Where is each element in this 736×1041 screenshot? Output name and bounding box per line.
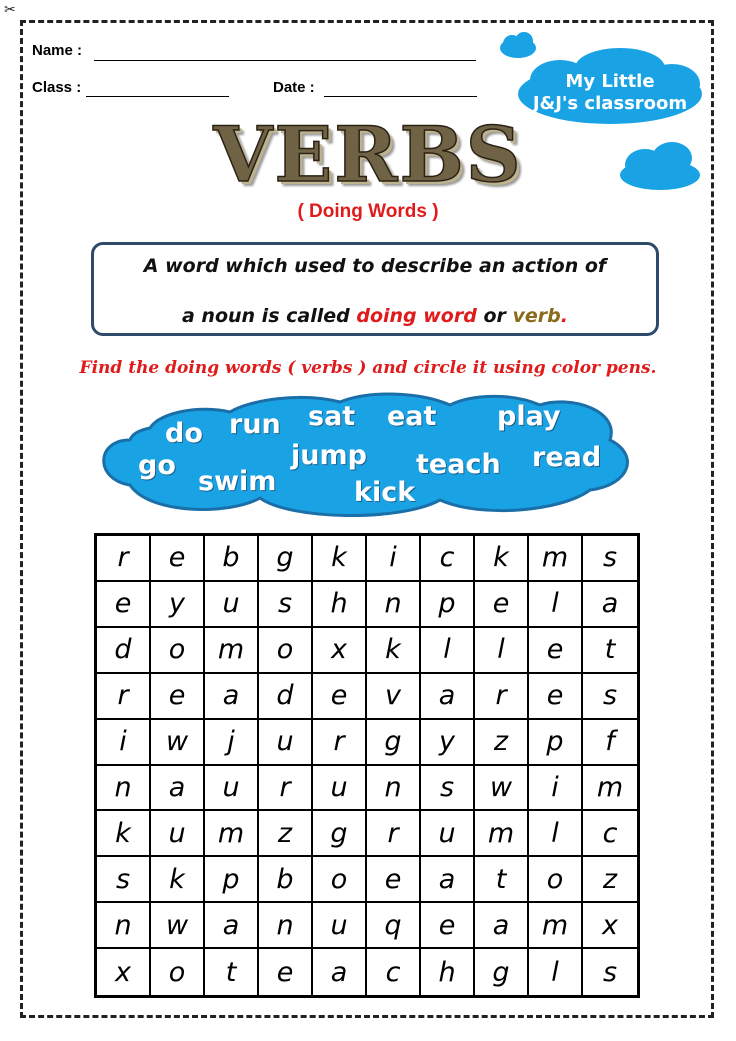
grid-cell[interactable]: l [529, 582, 583, 628]
grid-cell[interactable]: u [421, 811, 475, 857]
page-title: VERBS [213, 110, 523, 199]
definition-line-1: A word which used to describe an action of [143, 255, 607, 277]
word-play: play [497, 401, 561, 432]
word-jump: jump [291, 440, 367, 471]
word-teach: teach [416, 449, 501, 480]
grid-cell[interactable]: w [151, 903, 205, 949]
grid-cell[interactable]: k [475, 536, 529, 582]
name-label: Name : [32, 42, 83, 59]
grid-cell[interactable]: a [583, 582, 637, 628]
grid-cell[interactable]: n [97, 903, 151, 949]
grid-cell[interactable]: z [259, 811, 313, 857]
grid-cell[interactable]: x [313, 628, 367, 674]
grid-cell[interactable]: i [529, 766, 583, 812]
grid-cell[interactable]: s [602, 956, 618, 988]
grid-cell[interactable]: a [151, 766, 205, 812]
grid-cell[interactable]: c [583, 811, 637, 857]
grid-cell[interactable]: k [151, 857, 205, 903]
grid-cell[interactable]: t [475, 857, 529, 903]
grid-cell[interactable]: j [205, 720, 259, 766]
grid-cell[interactable]: e [313, 674, 367, 720]
grid-cell[interactable]: n [367, 582, 421, 628]
grid-cell[interactable]: u [313, 766, 367, 812]
grid-cell[interactable]: p [529, 720, 583, 766]
word-search-grid [94, 533, 640, 998]
grid-cell[interactable]: a [313, 949, 367, 995]
grid-cell[interactable]: e [151, 674, 205, 720]
grid-cell[interactable]: w [475, 766, 529, 812]
small-cloud-icon [500, 32, 536, 58]
grid-cell[interactable]: x [97, 949, 151, 995]
grid-cell[interactable]: n [259, 903, 313, 949]
grid-cell[interactable]: u [205, 582, 259, 628]
grid-cell[interactable]: w [151, 720, 205, 766]
grid-cell[interactable]: e [259, 949, 313, 995]
grid-cell[interactable]: g [313, 811, 367, 857]
grid-cell[interactable]: m [529, 536, 583, 582]
grid-cell[interactable]: u [259, 720, 313, 766]
definition-period: . [560, 305, 568, 327]
grid-cell[interactable]: l [529, 811, 583, 857]
grid-cell[interactable]: r [367, 811, 421, 857]
grid-cell[interactable]: s [421, 766, 475, 812]
grid-cell[interactable]: i [97, 720, 151, 766]
grid-cell[interactable]: e [421, 903, 475, 949]
grid-cell[interactable]: n [367, 766, 421, 812]
definition-line-2 [94, 305, 656, 327]
grid-cell[interactable]: a [475, 903, 529, 949]
grid-cell[interactable]: a [205, 903, 259, 949]
grid-cell[interactable]: o [151, 628, 205, 674]
grid-cell[interactable]: a [421, 674, 475, 720]
grid-cell[interactable]: e [367, 857, 421, 903]
grid-cell[interactable]: c [367, 949, 421, 995]
instruction-text: Find the doing words ( verbs ) and circle it using color pens. [79, 358, 657, 378]
definition-text: a noun is called [182, 305, 350, 327]
badge-line-1: My Little [565, 71, 655, 92]
grid-cell[interactable]: k [367, 628, 421, 674]
grid-cell[interactable]: r [313, 720, 367, 766]
definition-box [91, 242, 659, 336]
grid-cell[interactable]: c [421, 536, 475, 582]
grid-cell[interactable]: l [421, 628, 475, 674]
grid-cell[interactable]: d [259, 674, 313, 720]
grid-cell[interactable]: g [367, 720, 421, 766]
grid-cell[interactable]: u [151, 811, 205, 857]
word-sat: sat [308, 401, 356, 432]
subtitle: ( Doing Words ) [297, 201, 439, 222]
grid-cell[interactable]: u [313, 903, 367, 949]
word-kick: kick [354, 477, 416, 508]
grid-cell[interactable]: l [475, 628, 529, 674]
grid-cell[interactable]: o [313, 857, 367, 903]
grid-cell[interactable]: p [205, 857, 259, 903]
grid-cell[interactable]: n [97, 766, 151, 812]
grid-cell[interactable]: m [475, 811, 529, 857]
doing-word-highlight: doing word [356, 305, 477, 327]
grid-cell[interactable]: p [421, 582, 475, 628]
badge-line-2: J&J's classroom [532, 93, 688, 114]
grid-cell[interactable]: o [529, 857, 583, 903]
grid-cell[interactable]: b [205, 536, 259, 582]
grid-cell[interactable]: s [259, 582, 313, 628]
grid-cell[interactable]: a [205, 674, 259, 720]
definition-text: or [483, 305, 506, 327]
word-read: read [532, 442, 602, 473]
grid-cell[interactable]: r [259, 766, 313, 812]
grid-cell[interactable]: y [151, 582, 205, 628]
word-go: go [138, 450, 176, 481]
grid-cell[interactable]: s [97, 857, 151, 903]
word-swim: swim [198, 466, 277, 497]
grid-cell[interactable]: s [583, 674, 637, 720]
grid-cell[interactable]: e [529, 628, 583, 674]
verb-highlight: verb [512, 305, 561, 327]
grid-cell[interactable]: g [475, 949, 529, 995]
word-run: run [229, 409, 281, 440]
grid-cell[interactable]: e [475, 582, 529, 628]
grid-cell[interactable]: m [205, 628, 259, 674]
grid-cell[interactable]: l [529, 949, 583, 995]
grid-cell[interactable]: i [367, 536, 421, 582]
grid-cell[interactable]: e [151, 536, 205, 582]
grid-cell[interactable]: u [205, 766, 259, 812]
class-label: Class : [32, 79, 82, 96]
grid-cell[interactable]: y [421, 720, 475, 766]
grid-cell[interactable]: b [259, 857, 313, 903]
grid-cell[interactable]: z [583, 857, 637, 903]
grid-cell[interactable]: m [205, 811, 259, 857]
grid-cell[interactable]: h [421, 949, 475, 995]
grid-cell[interactable]: k [97, 811, 151, 857]
grid-cell[interactable]: d [97, 628, 151, 674]
grid-cell[interactable]: a [421, 857, 475, 903]
grid-cell[interactable]: h [313, 582, 367, 628]
grid-cell[interactable]: v [367, 674, 421, 720]
grid-cell[interactable]: r [475, 674, 529, 720]
grid-cell[interactable]: q [367, 903, 421, 949]
grid-cell[interactable]: o [259, 628, 313, 674]
grid-cell[interactable]: e [97, 582, 151, 628]
grid-cell[interactable]: e [529, 674, 583, 720]
grid-cell[interactable]: g [259, 536, 313, 582]
date-label: Date : [273, 79, 315, 96]
scissors-icon: ✂ [4, 2, 16, 18]
grid-cell[interactable]: t [583, 628, 637, 674]
grid-cell[interactable]: t [205, 949, 259, 995]
grid-cell[interactable]: m [529, 903, 583, 949]
grid-cell[interactable]: f [583, 720, 637, 766]
grid-cell[interactable]: m [583, 766, 637, 812]
grid-cell[interactable]: z [475, 720, 529, 766]
grid-cell[interactable]: x [583, 903, 637, 949]
grid-cell[interactable]: r [97, 536, 151, 582]
word-eat: eat [387, 401, 437, 432]
word-do: do [165, 418, 203, 449]
grid-cell[interactable]: o [151, 949, 205, 995]
grid-cell[interactable]: k [313, 536, 367, 582]
grid-cell[interactable]: s [583, 536, 637, 582]
grid-cell[interactable]: r [97, 674, 151, 720]
